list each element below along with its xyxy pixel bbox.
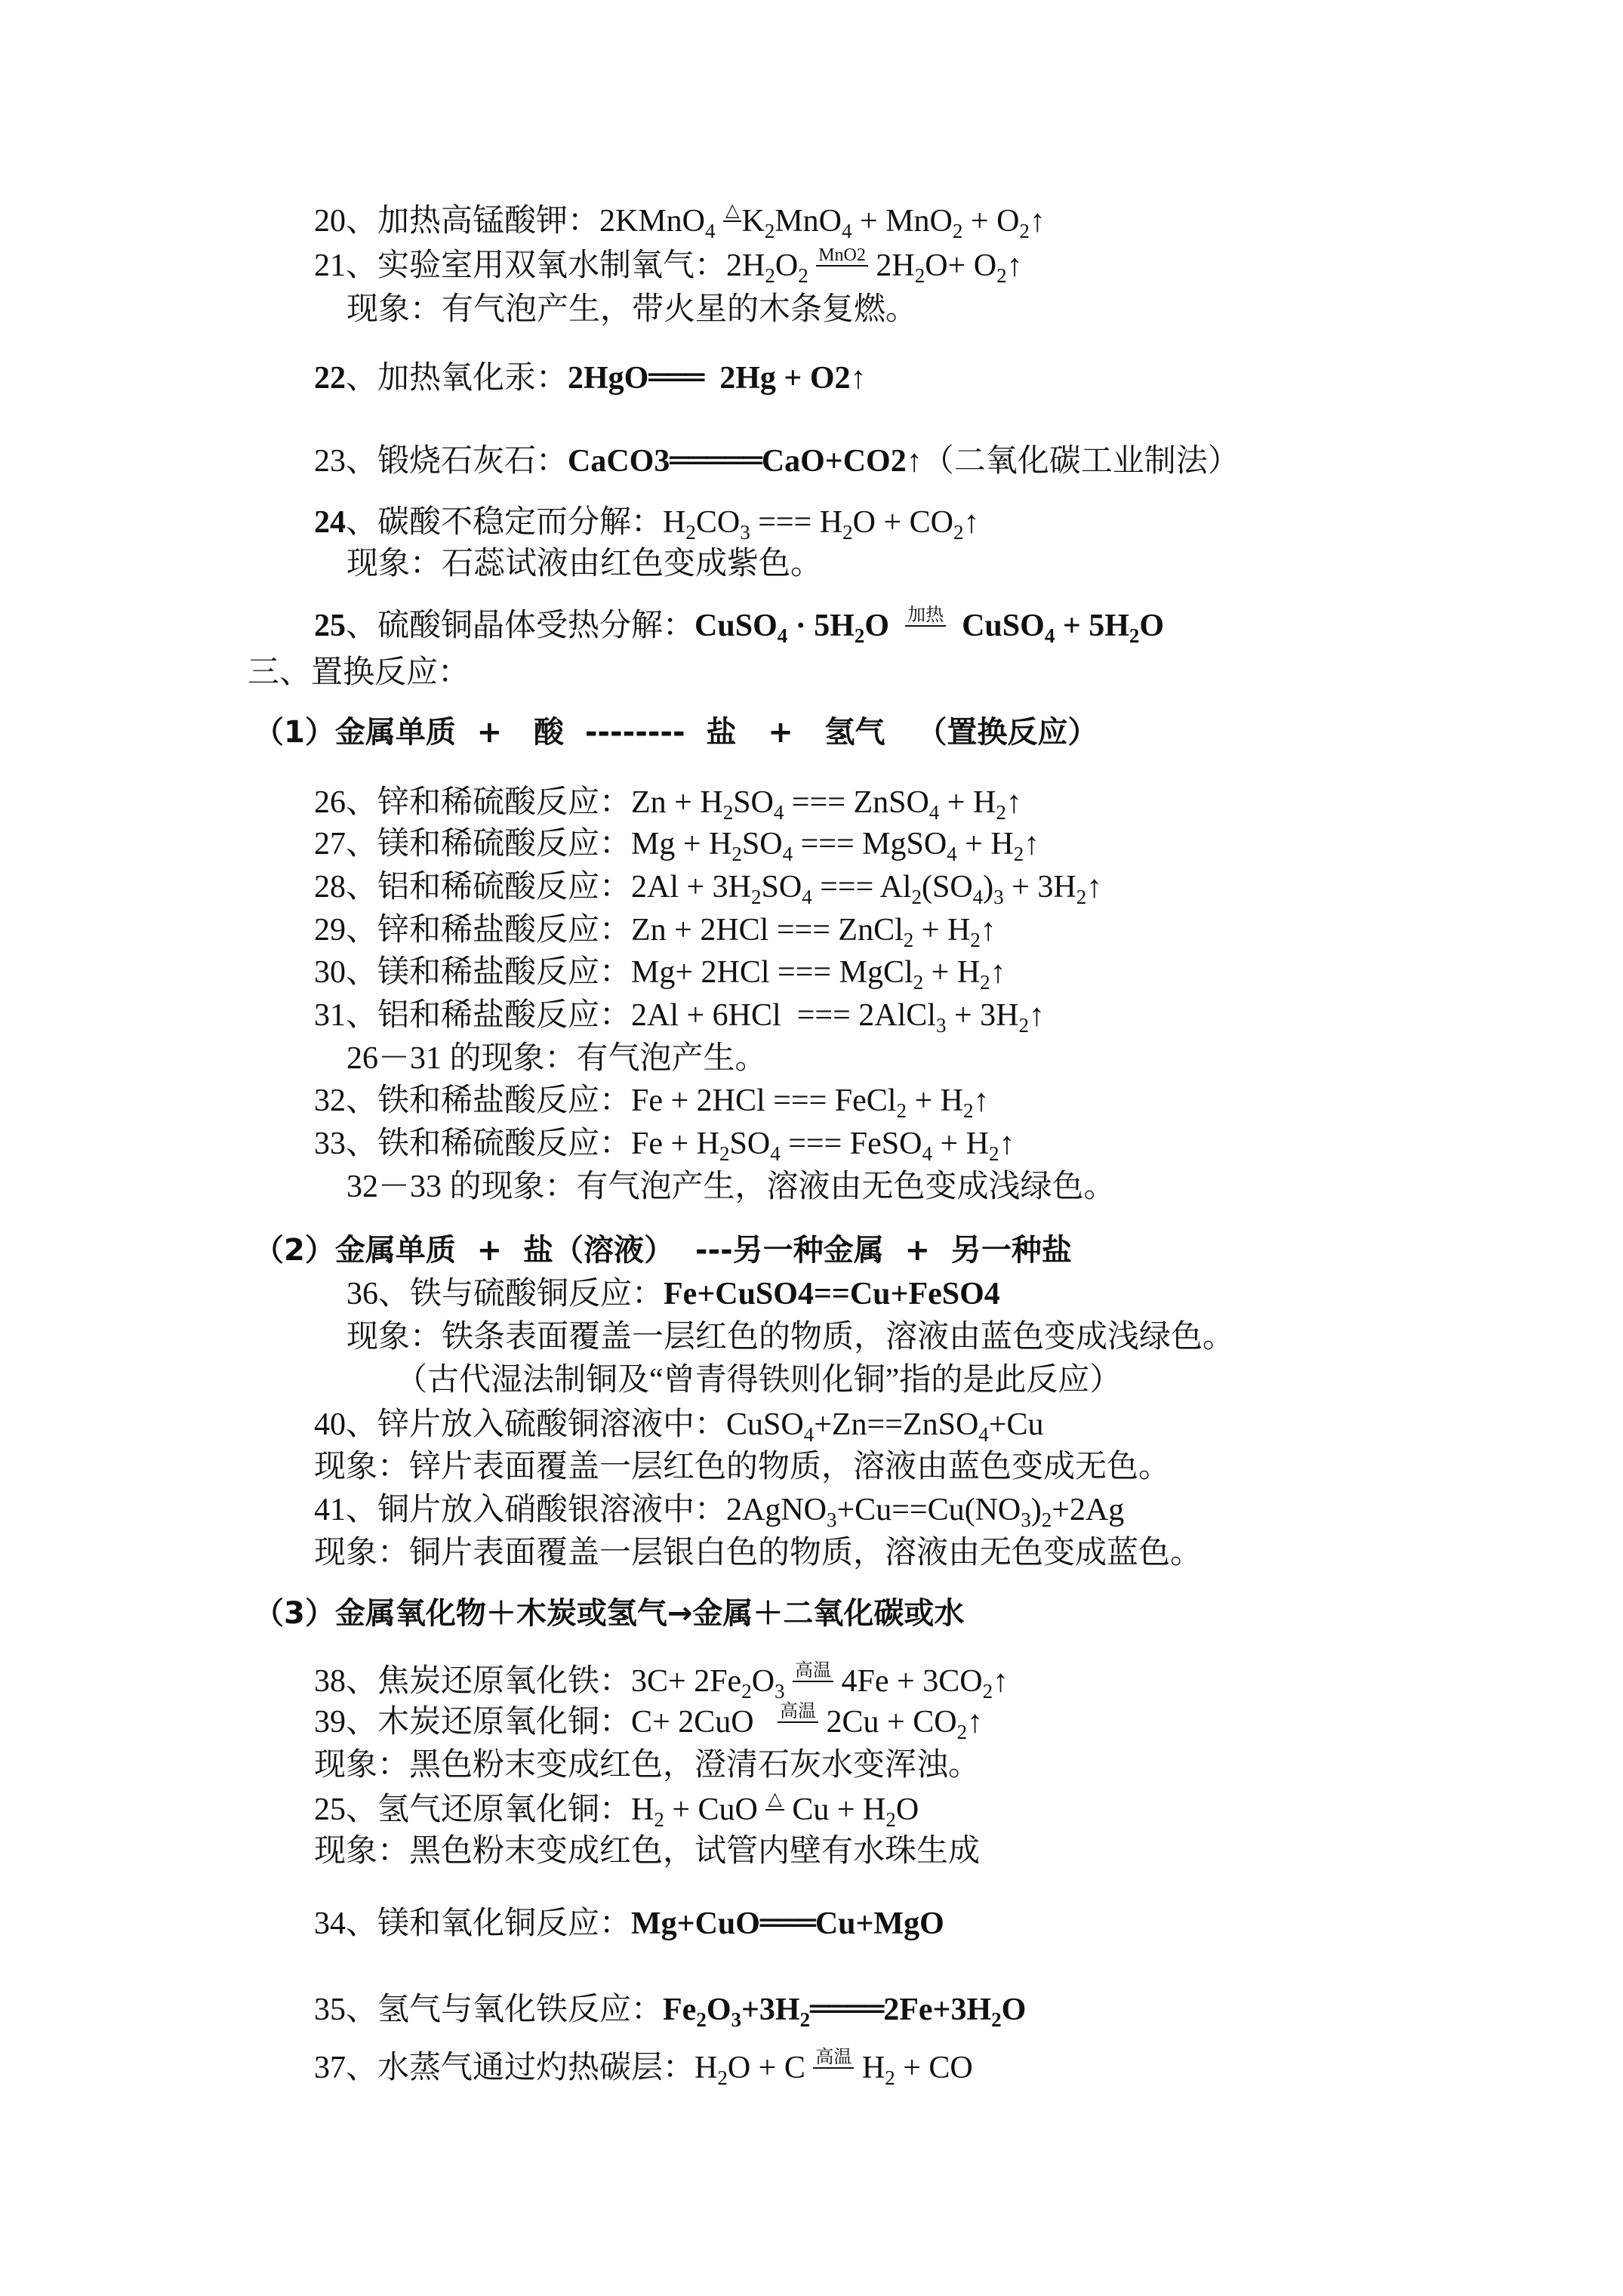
text-run: K [741, 204, 765, 239]
text-run: + H [956, 827, 1014, 861]
text-run: MnO [775, 204, 842, 239]
bold-text-run: Cu+MgO [815, 1906, 944, 1941]
subscript: 4 [929, 801, 940, 824]
phenomenon-32-33 [346, 1166, 1116, 1208]
subscript: 2 [914, 264, 925, 287]
bold-text-run: Fe+CuSO4==Cu+FeSO4 [664, 1277, 1000, 1311]
subscript: 4 [770, 1142, 781, 1165]
reaction-condition: △ [765, 1789, 784, 1811]
text-run: ↑ [993, 1664, 1009, 1699]
subscript: 2 [996, 264, 1007, 287]
subscript: 2 [953, 521, 964, 544]
bold-subscript: 2 [1129, 624, 1140, 647]
subscript: 2 [956, 1721, 968, 1743]
subscript: 2 [970, 929, 981, 951]
text-run: SO [741, 827, 783, 861]
reaction-22 [314, 356, 867, 399]
reaction-34 [314, 1902, 944, 1944]
text-run: ↑ [1024, 827, 1040, 861]
subscript: 2 [885, 2066, 895, 2089]
subscript: 4 [705, 220, 716, 242]
text-run: 现象：铜片表面覆盖一层银白色的物质，溶液由无色变成蓝色。 [314, 1536, 1203, 1570]
subsection-heading-1 [254, 711, 1098, 754]
subscript: 2 [1076, 886, 1087, 908]
section-title-displacement-reactions [248, 652, 470, 694]
subscript: 3 [740, 521, 750, 544]
subscript: 2 [982, 1680, 993, 1703]
reaction-37 [314, 2047, 973, 2089]
subscript: 2 [685, 521, 696, 544]
subscript: 2 [722, 801, 734, 824]
text-run: + O [962, 204, 1020, 239]
subscript: 2 [1019, 220, 1030, 242]
bold-text-run: 22 [314, 361, 346, 396]
text-run: ↑ [999, 1126, 1015, 1161]
phenomenon-40 [314, 1446, 1170, 1488]
reaction-condition: 高温 [778, 1702, 818, 1723]
bold-text-run: O [864, 609, 906, 643]
text-run: + 3H [946, 998, 1019, 1033]
reaction-25 [314, 605, 1164, 647]
reaction-hydrogen-reduces-copper-oxide [314, 1789, 919, 1831]
text-run: 、硫酸铜晶体受热分解： [346, 609, 695, 643]
text-run [716, 204, 724, 239]
text-run: ↑ [963, 505, 980, 540]
reaction-30 [314, 951, 1006, 994]
heading-text: （3）金属氧化物＋木炭或氢气→金属＋二氧化碳或水 [254, 1596, 965, 1631]
text-run: 20、加热高锰酸钾：2KMnO [314, 204, 706, 239]
text-run: + CO [895, 2051, 973, 2085]
bold-text-run: +3H [741, 1992, 800, 2027]
subscript: 3 [775, 1680, 785, 1703]
subscript: 2 [885, 1808, 896, 1831]
reaction-condition: MnO2 [816, 245, 868, 267]
text-run: + H [906, 1083, 963, 1118]
subscript: 2 [896, 1099, 907, 1122]
subscript: 2 [654, 1808, 664, 1831]
text-run: 2H [867, 248, 915, 283]
text-run: 23、锻烧石灰石： [314, 444, 568, 479]
subscript: 2 [980, 971, 990, 994]
text-run: 26、锌和稀硫酸反应：Zn + H [314, 785, 723, 820]
phenomenon-hydrogen-reduces-copper-oxide [314, 1830, 980, 1872]
subscript: 4 [922, 1142, 932, 1165]
reaction-27 [314, 823, 1039, 865]
subscript: 4 [842, 220, 852, 242]
bold-text-run: 2Fe+3H [883, 1992, 992, 2027]
text-run: O [895, 1792, 919, 1827]
text-run: ↑ [973, 1083, 990, 1118]
text-run: 现象：石蕊试液由红色变成紫色。 [346, 547, 823, 581]
text-run: 26－31 的现象：有气泡产生。 [346, 1041, 767, 1076]
bold-text-run: CuSO [946, 609, 1045, 643]
heading-text: （2）金属单质 + 盐（溶液） ---另一种金属 + 另一种盐 [254, 1233, 1072, 1268]
subscript: 2 [962, 1099, 974, 1122]
phenomenon-24 [346, 543, 822, 585]
double-line-equals-sign: ═══ [648, 359, 704, 396]
subscript: 2 [717, 2066, 728, 2089]
subscript: 4 [782, 843, 793, 865]
double-line-equals-sign: ═══ [759, 1904, 815, 1941]
subscript: 2 [996, 801, 1006, 824]
reaction-condition: △ [723, 201, 741, 222]
text-run: 33、铁和稀硫酸反应：Fe + H [314, 1126, 720, 1161]
text-run: ↑ [1029, 204, 1046, 239]
subsection-heading-3 [254, 1592, 964, 1635]
text-run: (SO [921, 870, 973, 905]
text-run: ) [1030, 1493, 1042, 1527]
bold-subscript: 2 [799, 2008, 811, 2031]
bold-text-run: 25 [314, 609, 346, 643]
reaction-condition: 高温 [813, 2048, 854, 2069]
text-run: 2Cu + CO [818, 1705, 957, 1740]
subscript: 2 [903, 929, 914, 951]
subscript: 4 [803, 1423, 815, 1446]
reaction-40 [314, 1404, 1043, 1446]
text-run: 21、实验室用双氧水制氧气：2H [314, 248, 765, 283]
subscript: 2 [741, 1680, 752, 1703]
subscript: 2 [952, 220, 963, 242]
text-run [785, 1664, 793, 1699]
text-run: O [775, 248, 799, 283]
text-run: 4Fe + 3CO [833, 1664, 983, 1699]
phenomenon-21 [346, 288, 917, 331]
text-run: 27、镁和稀硫酸反应：Mg + H [314, 827, 732, 861]
subscript: 2 [1041, 1509, 1052, 1531]
text-run: + H [932, 1126, 990, 1161]
double-line-equals-sign: ═════ [670, 442, 762, 479]
text-run: H [854, 2051, 885, 2085]
reaction-39 [314, 1701, 983, 1743]
phenomenon-26-31 [346, 1037, 767, 1080]
text-run: O + C [727, 2051, 814, 2085]
text-run: + 3H [1003, 870, 1076, 905]
text-run: 现象：锌片表面覆盖一层红色的物质，溶液由蓝色变成无色。 [314, 1450, 1171, 1484]
text-run: O + CO [852, 505, 953, 540]
text-run: ↑（二氧化碳工业制法） [906, 444, 1240, 479]
text-run: 现象：黑色粉末变成红色，澄清石灰水变浑浊。 [314, 1748, 981, 1783]
text-run: 32、铁和稀盐酸反应：Fe + 2HCl === FeCl [314, 1083, 897, 1118]
subsection-heading-2 [254, 1229, 1072, 1271]
text-run: ↑ [967, 1705, 984, 1740]
bold-subscript: 3 [731, 2008, 741, 2031]
subscript: 2 [1018, 1014, 1029, 1037]
text-run: +Zn==ZnSO [814, 1407, 979, 1442]
text-run: ) [983, 870, 994, 905]
text-run: ↑ [1028, 998, 1045, 1033]
note-36 [396, 1359, 1121, 1401]
subscript: 3 [827, 1509, 837, 1531]
text-run: 34、镁和氧化铜反应： [314, 1906, 632, 1941]
text-run: === FeSO [780, 1126, 922, 1161]
reaction-28 [314, 866, 1102, 908]
subscript: 4 [773, 801, 784, 824]
text-run: +2Ag [1052, 1493, 1125, 1527]
text-run: 32－33 的现象：有气泡产生，溶液由无色变成浅绿色。 [346, 1170, 1116, 1204]
subscript: 2 [765, 264, 775, 287]
text-run: Cu + H [784, 1792, 886, 1827]
reaction-23 [314, 439, 1240, 482]
text-run: O [751, 1664, 775, 1699]
subscript: 2 [764, 220, 775, 242]
bold-text-run: CuSO [694, 609, 778, 643]
bold-subscript: 4 [1044, 624, 1055, 647]
text-run: 现象：有气泡产生，带火星的木条复燃。 [346, 292, 918, 327]
text-run: 现象：铁条表面覆盖一层红色的物质，溶液由蓝色变成浅绿色。 [346, 1320, 1235, 1354]
subscript: 2 [731, 843, 742, 865]
text-run: + MnO [852, 204, 953, 239]
subscript: 4 [947, 843, 957, 865]
text-run: 30、镁和稀盐酸反应：Mg+ 2HCl === MgCl [314, 955, 913, 990]
reaction-26 [314, 781, 1022, 824]
subscript: 2 [989, 1142, 999, 1165]
reaction-36 [346, 1273, 1000, 1315]
text-run: === H [750, 505, 843, 540]
text-run: 、加热氧化汞： [346, 361, 568, 396]
bold-text-run: Fe [663, 1992, 697, 2027]
phenomenon-38-39 [314, 1744, 980, 1786]
bold-subscript: 2 [696, 2008, 707, 2031]
text-run: SO [761, 870, 802, 905]
subscript: 4 [972, 886, 984, 908]
bold-subscript: 2 [854, 624, 865, 647]
subscript: 4 [802, 886, 812, 908]
text-run: 39、木炭还原氧化铜：C+ 2CuO [314, 1705, 778, 1740]
text-run: （古代湿法制铜及“曾青得铁则化铜”指的是此反应） [396, 1363, 1122, 1398]
subscript: 2 [842, 521, 853, 544]
text-run: ↑ [1086, 870, 1103, 905]
text-run: ↑ [990, 955, 1006, 990]
text-run: CO [695, 505, 741, 540]
reaction-33 [314, 1123, 1015, 1165]
text-run [808, 248, 817, 283]
reaction-24 [314, 501, 979, 544]
text-run: +Cu==Cu(NO [836, 1493, 1021, 1527]
bold-text-run: CaCO3 [568, 444, 670, 479]
text-run: ↑ [1006, 248, 1023, 283]
reaction-41 [314, 1489, 1124, 1531]
text-run: SO [733, 785, 774, 820]
reaction-20 [314, 200, 1046, 242]
phenomenon-36 [346, 1316, 1234, 1358]
text-run: O+ O [925, 248, 997, 283]
bold-text-run: 24 [314, 505, 346, 540]
text-run: 41、铜片放入硝酸银溶液中：2AgNO [314, 1493, 827, 1527]
bold-text-run: 2Hg + O2↑ [704, 361, 867, 396]
reaction-32 [314, 1080, 989, 1122]
text-run: 、碳酸不稳定而分解：H [346, 505, 686, 540]
bold-text-run: Mg+CuO [631, 1906, 760, 1941]
text-run: 三、置换反应： [248, 655, 470, 690]
text-run: === MgSO [793, 827, 947, 861]
reaction-29 [314, 909, 996, 951]
subscript: 2 [751, 886, 762, 908]
bold-subscript: 4 [777, 624, 788, 647]
subscript: 2 [911, 886, 922, 908]
reaction-condition: 加热 [905, 606, 946, 627]
bold-text-run: · 5H [787, 609, 855, 643]
text-run: 35、氢气与氧化铁反应： [314, 1992, 664, 2027]
text-run: === ZnSO [784, 785, 929, 820]
bold-text-run: O [706, 1992, 731, 2027]
text-run: 38、焦炭还原氧化铁：3C+ 2Fe [314, 1664, 742, 1699]
text-run: 25、氢气还原氧化铜：H [314, 1792, 654, 1827]
subscript: 3 [993, 886, 1004, 908]
text-run: 40、锌片放入硫酸铜溶液中：CuSO [314, 1407, 804, 1442]
subscript: 2 [913, 971, 924, 994]
reaction-35 [314, 1988, 1026, 2030]
double-line-equals-sign: ════ [810, 1990, 884, 2027]
text-run: === Al [812, 870, 912, 905]
text-run: 28、铝和稀硫酸反应：2Al + 3H [314, 870, 752, 905]
subscript: 4 [978, 1423, 989, 1446]
bold-text-run: O [1001, 1992, 1027, 2027]
reaction-38 [314, 1660, 1009, 1703]
text-run: 31、铝和稀盐酸反应：2Al + 6HCl === 2AlCl [314, 998, 936, 1033]
reaction-21 [314, 245, 1023, 287]
heading-text: （1）金属单质 + 酸 -------- 盐 + 氢气 （置换反应） [254, 715, 1098, 750]
text-run: + H [923, 955, 981, 990]
phenomenon-41 [314, 1532, 1202, 1574]
text-run: SO [729, 1126, 771, 1161]
text-run: 现象：黑色粉末变成红色，试管内壁有水珠生成 [314, 1834, 981, 1869]
subscript: 3 [935, 1014, 947, 1037]
reaction-31 [314, 994, 1045, 1037]
text-run: 37、水蒸气通过灼热碳层：H [314, 2051, 718, 2085]
text-run: + CuO [664, 1792, 766, 1827]
text-run: ↑ [1006, 785, 1022, 820]
bold-text-run: 2HgO [568, 361, 649, 396]
bold-text-run: + 5H [1055, 609, 1129, 643]
subscript: 2 [719, 1142, 730, 1165]
text-run: 29、锌和稀盐酸反应：Zn + 2HCl === ZnCl [314, 913, 904, 948]
text-run: 36、铁与硫酸铜反应： [346, 1277, 664, 1311]
text-run: ↑ [980, 913, 996, 948]
reaction-condition: 高温 [793, 1661, 833, 1682]
text-run: + H [913, 913, 971, 948]
bold-text-run: O [1139, 609, 1165, 643]
subscript: 2 [798, 264, 808, 287]
text-run: + H [939, 785, 996, 820]
bold-subscript: 2 [991, 2008, 1002, 2031]
subscript: 3 [1021, 1509, 1031, 1531]
bold-text-run: CaO+CO2 [761, 444, 907, 479]
subscript: 2 [1013, 843, 1024, 865]
text-run: +Cu [988, 1407, 1044, 1442]
